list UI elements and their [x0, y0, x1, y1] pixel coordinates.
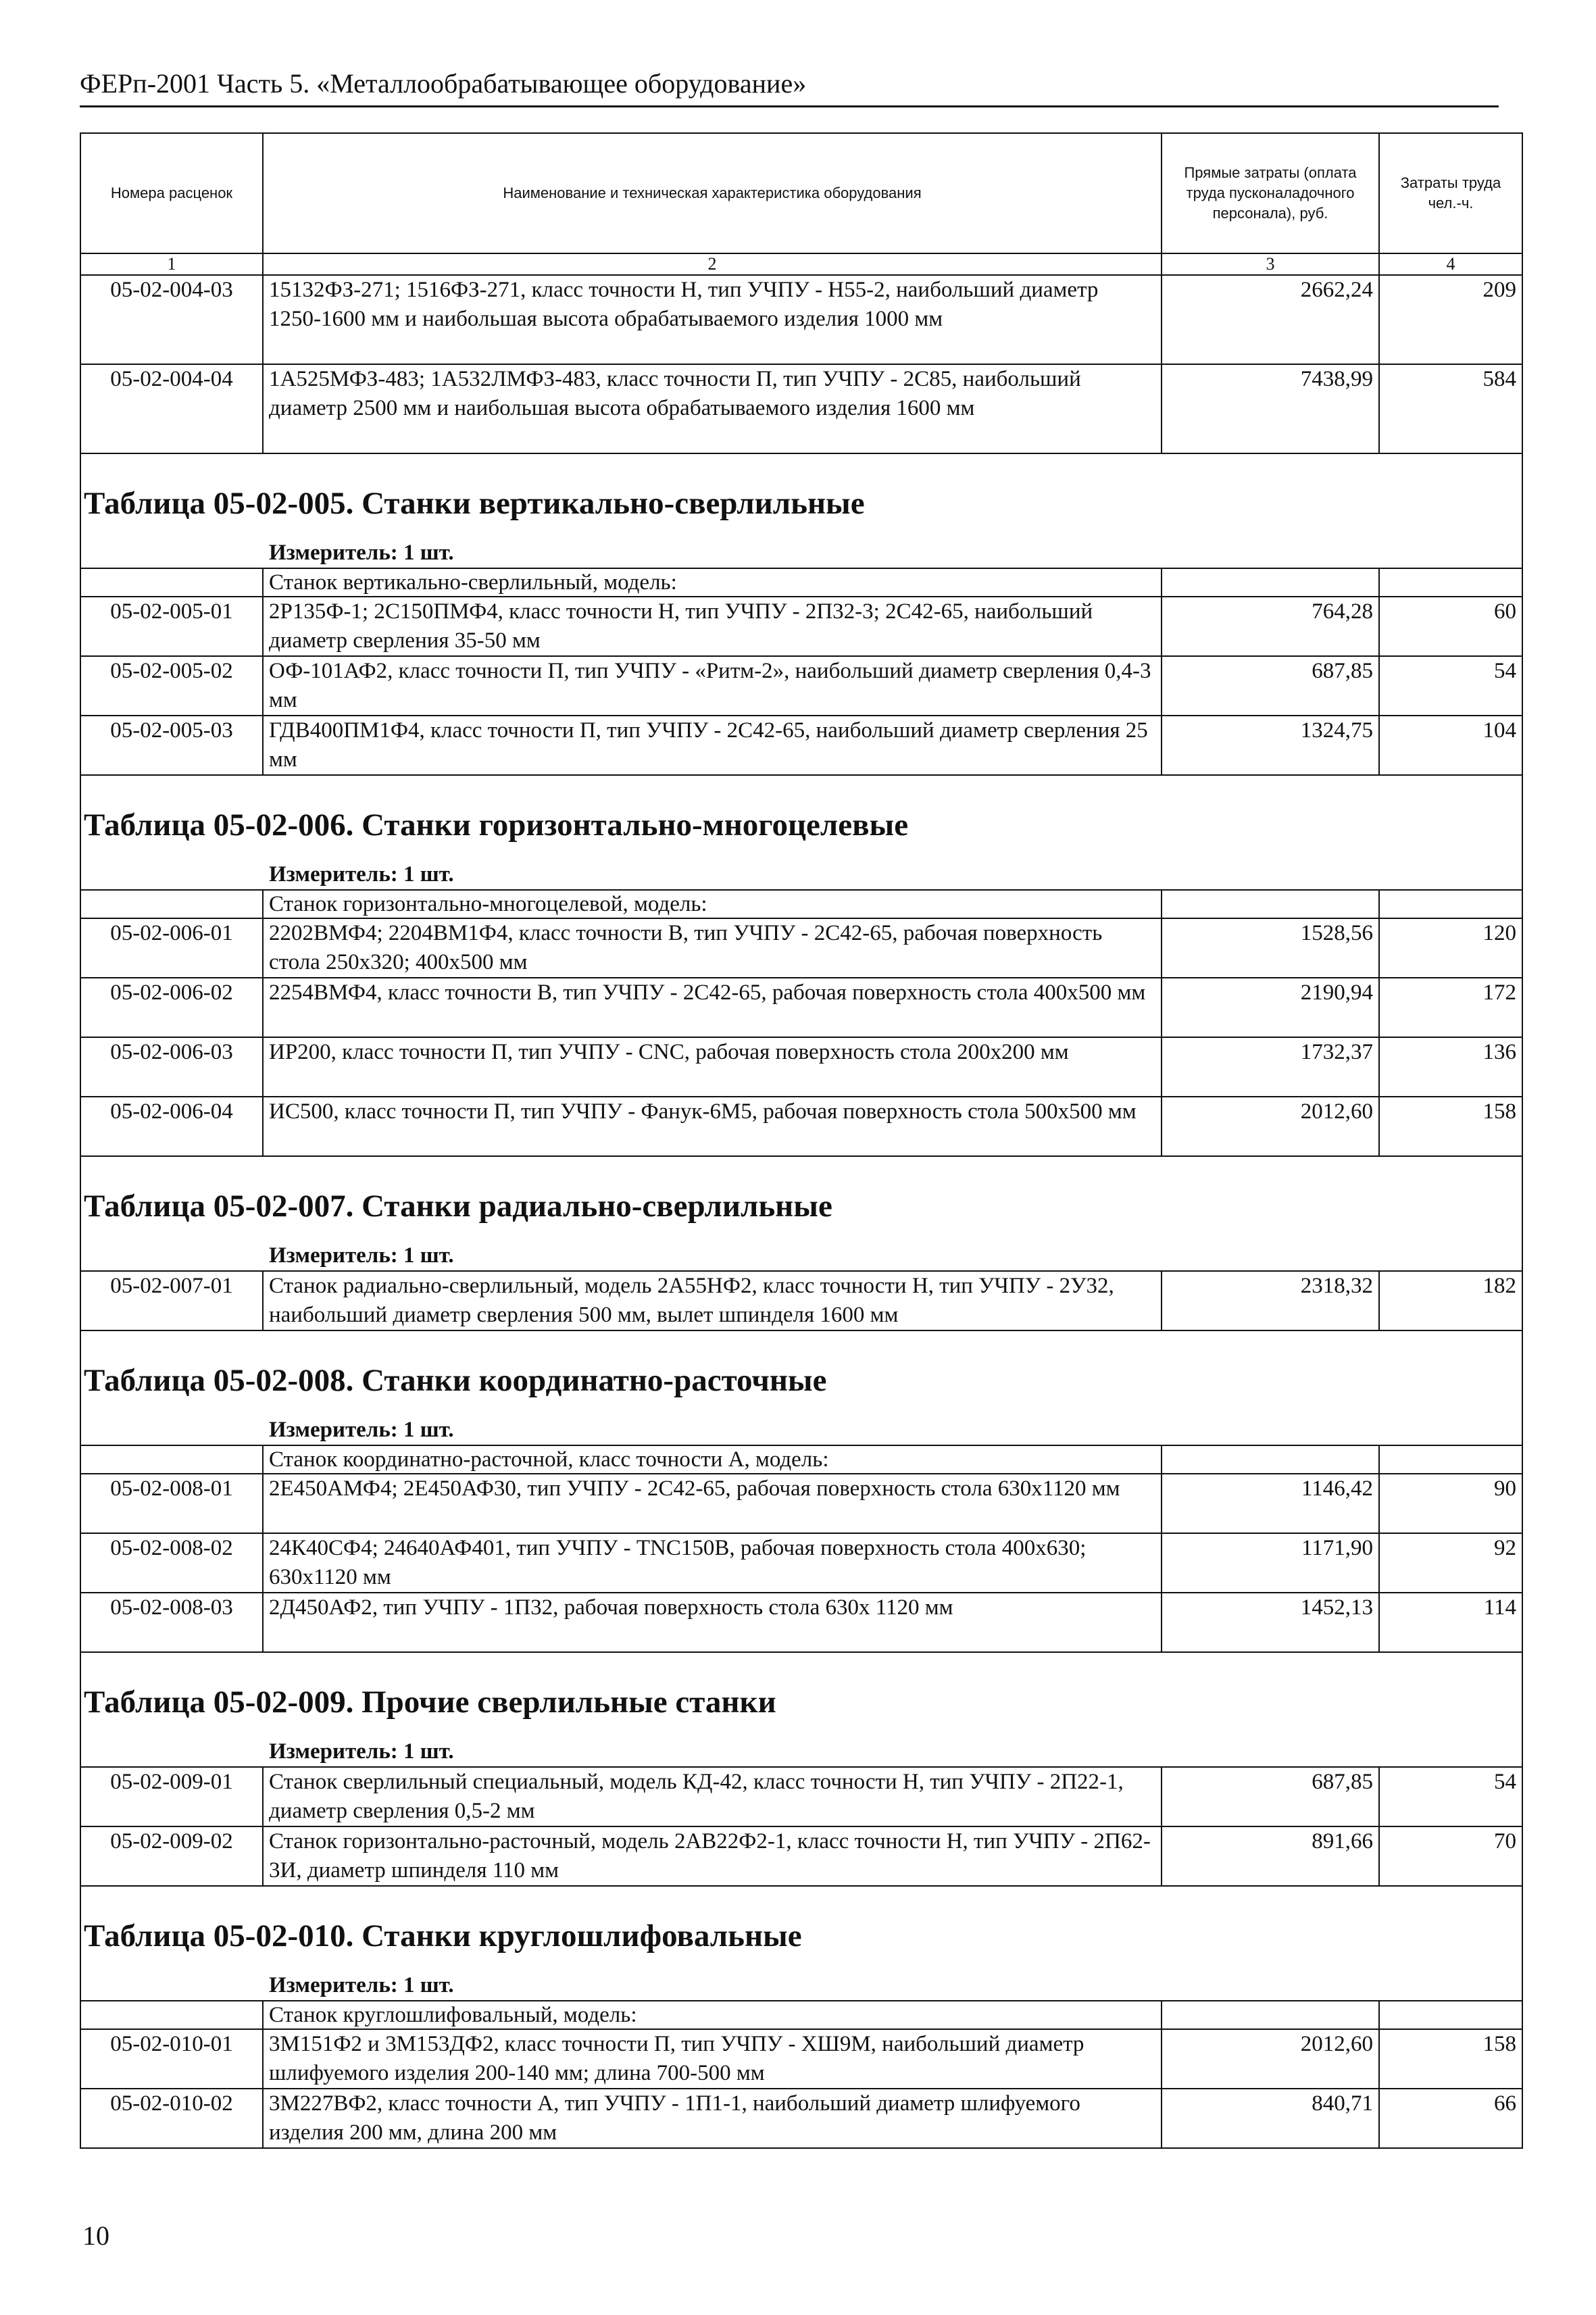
equipment-description: 24К40СФ4; 24640АФ401, тип УЧПУ - TNC150B, рабочая поверхность стола 400х630; 630х1120 мм [263, 1533, 1162, 1593]
column-header-direct-costs: Прямые затраты (оплата труда пусконаладочного персонала), руб. [1162, 133, 1379, 253]
labor-cost-value: 104 [1379, 716, 1522, 775]
measure-unit: Измеритель: 1 шт. [269, 1418, 454, 1442]
direct-cost-value: 2318,32 [1162, 1271, 1379, 1330]
direct-cost-value: 1171,90 [1162, 1533, 1379, 1593]
labor-cost-value: 114 [1379, 1593, 1522, 1652]
measure-row [80, 537, 1522, 568]
equipment-description: 2Р135Ф-1; 2С150ПМФ4, класс точности Н, тип УЧПУ - 2П32-3; 2С42-65, наибольший диаметр сверления 35-50 мм [263, 597, 1162, 656]
direct-cost-value: 1146,42 [1162, 1474, 1379, 1533]
column-number: 4 [1379, 253, 1522, 275]
direct-cost-value: 2190,94 [1162, 978, 1379, 1037]
labor-cost-value: 60 [1379, 597, 1522, 656]
measure-cell [80, 1969, 1522, 2001]
table-row [80, 1826, 1522, 1886]
table-row [80, 978, 1522, 1037]
labor-cost-value: 158 [1379, 2029, 1522, 2089]
direct-cost-value: 2662,24 [1162, 275, 1379, 364]
empty-cell [80, 890, 263, 918]
section-title-row [80, 1330, 1522, 1414]
section-title-row [80, 453, 1522, 537]
column-header-name: Наименование и техническая характеристика оборудования [263, 133, 1162, 253]
model-heading: Станок круглошлифовальный, модель: [263, 2001, 1162, 2029]
section-title: Таблица 05-02-010. Станки круглошлифовальные [80, 1886, 1522, 1969]
section-title: Таблица 05-02-009. Прочие сверлильные станки [80, 1652, 1522, 1735]
direct-cost-value: 1528,56 [1162, 918, 1379, 978]
equipment-description: 3М151Ф2 и 3М153ДФ2, класс точности П, тип УЧПУ - ХШ9М, наибольший диаметр шлифуемого изделия 200-140 мм; длина 700-500 мм [263, 2029, 1162, 2089]
column-number: 2 [263, 253, 1162, 275]
empty-cell [1379, 890, 1522, 918]
measure-unit: Измеритель: 1 шт. [269, 862, 454, 887]
equipment-description: ГДВ400ПМ1Ф4, класс точности П, тип УЧПУ - 2С42-65, наибольший диаметр сверления 25 мм [263, 716, 1162, 775]
table-row [80, 1097, 1522, 1156]
labor-cost-value: 182 [1379, 1271, 1522, 1330]
rate-code: 05-02-005-02 [80, 656, 263, 716]
table-row [80, 275, 1522, 364]
table-row [80, 1593, 1522, 1652]
direct-cost-value: 764,28 [1162, 597, 1379, 656]
measure-unit: Измеритель: 1 шт. [269, 1973, 454, 1997]
direct-cost-value: 891,66 [1162, 1826, 1379, 1886]
rate-code: 05-02-008-02 [80, 1533, 263, 1593]
rate-code: 05-02-005-01 [80, 597, 263, 656]
section-title-row [80, 1886, 1522, 1969]
section-title: Таблица 05-02-007. Станки радиально-сверлильные [80, 1156, 1522, 1239]
rate-code: 05-02-006-01 [80, 918, 263, 978]
rate-code: 05-02-009-02 [80, 1826, 263, 1886]
empty-cell [80, 2001, 263, 2029]
empty-cell [80, 568, 263, 597]
section-title-row [80, 1652, 1522, 1735]
section-title-row [80, 1156, 1522, 1239]
section-title: Таблица 05-02-005. Станки вертикально-сверлильные [80, 453, 1522, 537]
measure-cell [80, 1735, 1522, 1767]
table-row [80, 1474, 1522, 1533]
rate-code: 05-02-008-01 [80, 1474, 263, 1533]
measure-cell [80, 1414, 1522, 1445]
measure-unit: Измеритель: 1 шт. [269, 1243, 454, 1268]
column-header-codes: Номера расценок [80, 133, 263, 253]
measure-unit: Измеритель: 1 шт. [269, 541, 454, 565]
labor-cost-value: 158 [1379, 1097, 1522, 1156]
labor-cost-value: 54 [1379, 656, 1522, 716]
rate-code: 05-02-008-03 [80, 1593, 263, 1652]
empty-cell [1162, 568, 1379, 597]
measure-row [80, 1239, 1522, 1271]
measure-row [80, 1414, 1522, 1445]
table-row [80, 656, 1522, 716]
equipment-description: ИР200, класс точности П, тип УЧПУ - CNC, рабочая поверхность стола 200х200 мм [263, 1037, 1162, 1097]
table-row [80, 364, 1522, 453]
rate-code: 05-02-010-02 [80, 2089, 263, 2148]
table-header-row [80, 133, 1522, 253]
labor-cost-value: 92 [1379, 1533, 1522, 1593]
rate-code: 05-02-004-04 [80, 364, 263, 453]
column-number-row [80, 253, 1522, 275]
measure-cell [80, 858, 1522, 890]
empty-cell [1162, 890, 1379, 918]
empty-cell [80, 1445, 263, 1474]
running-header: ФЕРп-2001 Часть 5. «Металлообрабатывающее оборудование» [80, 68, 807, 99]
header-rule [80, 105, 1499, 107]
model-header-row [80, 568, 1522, 597]
measure-unit: Измеритель: 1 шт. [269, 1739, 454, 1764]
direct-cost-value: 7438,99 [1162, 364, 1379, 453]
labor-cost-value: 172 [1379, 978, 1522, 1037]
equipment-description: Станок сверлильный специальный, модель КД-42, класс точности Н, тип УЧПУ - 2П22-1, диаметр сверления 0,5-2 мм [263, 1767, 1162, 1826]
rate-code: 05-02-010-01 [80, 2029, 263, 2089]
model-heading: Станок горизонтально-многоцелевой, модель: [263, 890, 1162, 918]
empty-cell [1162, 1445, 1379, 1474]
direct-cost-value: 1732,37 [1162, 1037, 1379, 1097]
measure-row [80, 1735, 1522, 1767]
labor-cost-value: 120 [1379, 918, 1522, 978]
rate-code: 05-02-006-04 [80, 1097, 263, 1156]
empty-cell [1162, 2001, 1379, 2029]
table-row [80, 1037, 1522, 1097]
table-row [80, 2029, 1522, 2089]
equipment-description: Станок радиально-сверлильный, модель 2А55НФ2, класс точности Н, тип УЧПУ - 2У32, наибольший диаметр сверления 500 мм, вылет шпинделя 1600 мм [263, 1271, 1162, 1330]
rate-code: 05-02-004-03 [80, 275, 263, 364]
table-row [80, 1271, 1522, 1330]
labor-cost-value: 209 [1379, 275, 1522, 364]
labor-cost-value: 66 [1379, 2089, 1522, 2148]
section-title: Таблица 05-02-008. Станки координатно-расточные [80, 1330, 1522, 1414]
table-row [80, 716, 1522, 775]
equipment-description: 2Е450АМФ4; 2Е450АФ30, тип УЧПУ - 2С42-65, рабочая поверхность стола 630х1120 мм [263, 1474, 1162, 1533]
labor-cost-value: 70 [1379, 1826, 1522, 1886]
direct-cost-value: 840,71 [1162, 2089, 1379, 2148]
section-title: Таблица 05-02-006. Станки горизонтально-многоцелевые [80, 775, 1522, 858]
labor-cost-value: 584 [1379, 364, 1522, 453]
empty-cell [1379, 1445, 1522, 1474]
direct-cost-value: 1324,75 [1162, 716, 1379, 775]
equipment-description: 2Д450АФ2, тип УЧПУ - 1П32, рабочая поверхность стола 630х 1120 мм [263, 1593, 1162, 1652]
direct-cost-value: 687,85 [1162, 1767, 1379, 1826]
model-heading: Станок координатно-расточной, класс точности А, модель: [263, 1445, 1162, 1474]
rate-code: 05-02-006-03 [80, 1037, 263, 1097]
rate-code: 05-02-005-03 [80, 716, 263, 775]
table-row [80, 1767, 1522, 1826]
direct-cost-value: 2012,60 [1162, 1097, 1379, 1156]
document-page [80, 132, 1522, 2149]
equipment-description: 1А525МФЗ-483; 1А532ЛМФЗ-483, класс точности П, тип УЧПУ - 2С85, наибольший диаметр 2500 мм и наибольшая высота обрабатываемого изделия 1600 мм [263, 364, 1162, 453]
rate-code: 05-02-007-01 [80, 1271, 263, 1330]
equipment-description: 15132ФЗ-271; 1516ФЗ-271, класс точности Н, тип УЧПУ - Н55-2, наибольший диаметр 1250-1600 мм и наибольшая высота обрабатываемого изделия 1000 мм [263, 275, 1162, 364]
direct-cost-value: 2012,60 [1162, 2029, 1379, 2089]
model-header-row [80, 890, 1522, 918]
model-header-row [80, 1445, 1522, 1474]
labor-cost-value: 136 [1379, 1037, 1522, 1097]
page-number: 10 [82, 2220, 109, 2251]
table-row [80, 918, 1522, 978]
rates-table [80, 132, 1523, 2149]
model-heading: Станок вертикально-сверлильный, модель: [263, 568, 1162, 597]
measure-cell [80, 1239, 1522, 1271]
direct-cost-value: 1452,13 [1162, 1593, 1379, 1652]
table-row [80, 597, 1522, 656]
column-number: 3 [1162, 253, 1379, 275]
table-row [80, 2089, 1522, 2148]
equipment-description: ОФ-101АФ2, класс точности П, тип УЧПУ - «Ритм-2», наибольший диаметр сверления 0,4-3 мм [263, 656, 1162, 716]
column-number: 1 [80, 253, 263, 275]
equipment-description: 3М227ВФ2, класс точности А, тип УЧПУ - 1П1-1, наибольший диаметр шлифуемого изделия 200 мм, длина 200 мм [263, 2089, 1162, 2148]
model-header-row [80, 2001, 1522, 2029]
measure-row [80, 1969, 1522, 2001]
direct-cost-value: 687,85 [1162, 656, 1379, 716]
section-title-row [80, 775, 1522, 858]
table-row [80, 1533, 1522, 1593]
empty-cell [1379, 2001, 1522, 2029]
empty-cell [1379, 568, 1522, 597]
measure-cell [80, 537, 1522, 568]
column-header-labor: Затраты труда чел.-ч. [1379, 133, 1522, 253]
rate-code: 05-02-006-02 [80, 978, 263, 1037]
rate-code: 05-02-009-01 [80, 1767, 263, 1826]
equipment-description: Станок горизонтально-расточный, модель 2АВ22Ф2-1, класс точности Н, тип УЧПУ - 2П62-3И, диаметр шпинделя 110 мм [263, 1826, 1162, 1886]
equipment-description: 2254ВМФ4, класс точности В, тип УЧПУ - 2С42-65, рабочая поверхность стола 400х500 мм [263, 978, 1162, 1037]
equipment-description: 2202ВМФ4; 2204ВМ1Ф4, класс точности В, тип УЧПУ - 2С42-65, рабочая поверхность стола 250х320; 400х500 мм [263, 918, 1162, 978]
equipment-description: ИС500, класс точности П, тип УЧПУ - Фанук-6М5, рабочая поверхность стола 500х500 мм [263, 1097, 1162, 1156]
labor-cost-value: 90 [1379, 1474, 1522, 1533]
labor-cost-value: 54 [1379, 1767, 1522, 1826]
measure-row [80, 858, 1522, 890]
